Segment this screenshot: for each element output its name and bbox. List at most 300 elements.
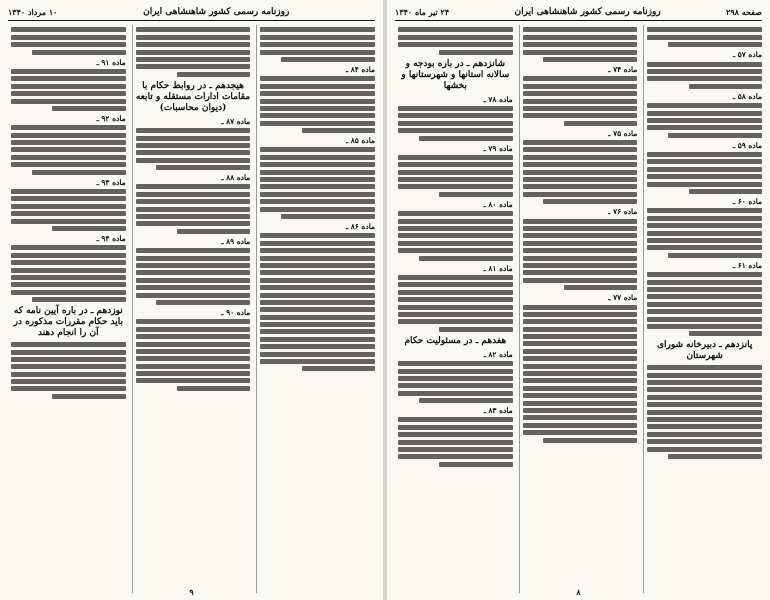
article-label: ماده ۵۷ ـ — [732, 50, 762, 60]
section-heading: نوزدهم ـ در باره آیین نامه که باید حکام مقررات مذکوره در آن را انجام دهند — [13, 306, 124, 339]
text-line — [11, 42, 126, 47]
text-line — [11, 282, 126, 287]
text-line — [11, 189, 126, 194]
text-line — [260, 307, 375, 312]
text-line — [668, 42, 762, 47]
article-label: ماده ۸۵ ـ — [345, 136, 375, 146]
text-line — [260, 322, 375, 327]
text-line — [260, 50, 375, 55]
text-line — [647, 410, 762, 415]
text-line — [136, 42, 251, 47]
text-line — [398, 162, 513, 167]
text-line — [523, 155, 638, 160]
text-line — [439, 192, 512, 197]
text-line — [398, 121, 513, 126]
text-line — [647, 152, 762, 157]
text-line — [523, 170, 638, 175]
column-1 — [643, 25, 762, 593]
page-footer-number: ۹ — [189, 587, 194, 597]
text-line — [136, 57, 251, 62]
text-line — [647, 294, 762, 299]
text-line — [398, 226, 513, 231]
text-line — [689, 189, 762, 194]
section-heading: هیجدهم ـ در روابط حکام با مقامات ادارات مستقله و تابعه (دیوان محاسبات) — [135, 80, 251, 113]
text-line — [398, 233, 513, 238]
text-line — [260, 42, 375, 47]
text-line — [11, 364, 126, 369]
text-line — [439, 327, 512, 332]
text-line — [647, 118, 762, 123]
text-line — [136, 184, 251, 189]
text-line — [523, 241, 638, 246]
text-line — [647, 62, 762, 67]
text-line — [647, 103, 762, 108]
text-line — [647, 182, 762, 187]
text-line — [136, 199, 251, 204]
text-line — [523, 393, 638, 398]
section-heading: شانزدهم ـ در باره بودجه و سالانه استانها و شهرستانها و بخشها — [401, 58, 510, 91]
text-line — [260, 359, 375, 364]
text-line — [689, 84, 762, 89]
text-line — [136, 371, 251, 376]
article-label: ماده ۷۶ ـ — [608, 207, 638, 217]
text-line — [136, 207, 251, 212]
text-line — [32, 170, 126, 175]
text-line — [136, 128, 251, 133]
columns — [8, 25, 375, 593]
text-line — [260, 344, 375, 349]
text-line — [523, 378, 638, 383]
text-line — [523, 233, 638, 238]
gazette-title: روزنامه رسمی کشور شاهنشاهی ایران — [143, 7, 290, 17]
text-line — [523, 371, 638, 376]
issue-date: ۱۰ مرداد ۱۳۴۰ — [8, 7, 58, 17]
column-2 — [132, 25, 251, 593]
text-line — [260, 248, 375, 253]
text-line — [398, 391, 513, 396]
text-line — [11, 147, 126, 152]
text-line — [260, 162, 375, 167]
page-number: صفحه ۲۹۸ — [726, 7, 762, 17]
text-line — [523, 147, 638, 152]
text-line — [260, 27, 375, 32]
text-line — [523, 423, 638, 428]
text-line — [52, 394, 125, 399]
article-label: ماده ۷۹ ـ — [483, 143, 513, 153]
article-label: ماده ۸۷ ـ — [221, 116, 251, 126]
text-line — [523, 401, 638, 406]
text-line — [647, 395, 762, 400]
text-line — [136, 270, 251, 275]
left-page — [0, 0, 383, 600]
page-gutter — [383, 0, 387, 600]
text-line — [398, 27, 513, 32]
text-line — [136, 327, 251, 332]
article-label: ماده ۹۳ ـ — [96, 177, 126, 187]
text-line — [647, 167, 762, 172]
text-line — [419, 256, 513, 261]
text-line — [136, 293, 251, 298]
gazette-title: روزنامه رسمی کشور شاهنشاهی ایران — [514, 7, 661, 17]
text-line — [398, 211, 513, 216]
text-line — [523, 256, 638, 261]
text-line — [523, 430, 638, 435]
text-line — [11, 245, 126, 250]
text-line — [136, 214, 251, 219]
text-line — [260, 337, 375, 342]
text-line — [136, 50, 251, 55]
text-line — [302, 366, 375, 371]
text-line — [32, 297, 126, 302]
text-line — [11, 253, 126, 258]
text-line — [136, 364, 251, 369]
text-line — [523, 162, 638, 167]
article-label: ماده ۷۵ ـ — [608, 128, 638, 138]
text-line — [523, 334, 638, 339]
text-line — [543, 438, 637, 443]
text-line — [523, 177, 638, 182]
text-line — [281, 57, 375, 62]
text-line — [523, 408, 638, 413]
text-line — [11, 84, 126, 89]
article-label: ماده ۸۳ ـ — [483, 406, 513, 416]
text-line — [647, 231, 762, 236]
text-line — [136, 278, 251, 283]
text-line — [11, 155, 126, 160]
text-line — [11, 268, 126, 273]
text-line — [398, 106, 513, 111]
article-label: ماده ۶۱ ـ — [732, 260, 762, 270]
text-line — [260, 270, 375, 275]
text-line — [523, 42, 638, 47]
text-line — [11, 196, 126, 201]
text-line — [398, 184, 513, 189]
text-line — [11, 204, 126, 209]
article-label: ماده ۵۹ ـ — [732, 140, 762, 150]
text-line — [398, 113, 513, 118]
text-line — [543, 57, 637, 62]
text-line — [523, 184, 638, 189]
text-line — [302, 128, 375, 133]
text-line — [689, 331, 762, 336]
text-line — [647, 387, 762, 392]
article-label: ماده ۹۱ ـ — [96, 57, 126, 67]
text-line — [260, 147, 375, 152]
article-label: ماده ۵۸ ـ — [732, 91, 762, 101]
article-label: ماده ۸۰ ـ — [483, 199, 513, 209]
text-line — [523, 91, 638, 96]
text-line — [647, 208, 762, 213]
text-line — [439, 50, 512, 55]
text-line — [260, 113, 375, 118]
text-line — [260, 263, 375, 268]
text-line — [647, 27, 762, 32]
article-label: ماده ۷۴ ـ — [608, 64, 638, 74]
text-line — [647, 69, 762, 74]
text-line — [439, 462, 512, 467]
text-line — [260, 293, 375, 298]
text-line — [136, 334, 251, 339]
text-line — [564, 285, 637, 290]
text-line — [260, 329, 375, 334]
column-1 — [256, 25, 375, 593]
text-line — [11, 91, 126, 96]
text-line — [11, 27, 126, 32]
text-line — [523, 99, 638, 104]
text-line — [647, 111, 762, 116]
text-line — [523, 226, 638, 231]
text-line — [136, 319, 251, 324]
text-line — [260, 199, 375, 204]
text-line — [398, 361, 513, 366]
text-line — [260, 177, 375, 182]
text-line — [260, 106, 375, 111]
text-line — [398, 447, 513, 452]
article-label: ماده ۸۲ ـ — [483, 349, 513, 359]
text-line — [11, 125, 126, 130]
text-line — [11, 379, 126, 384]
text-line — [647, 245, 762, 250]
text-line — [177, 72, 250, 77]
text-line — [668, 454, 762, 459]
text-line — [11, 211, 126, 216]
text-line — [523, 248, 638, 253]
text-line — [11, 357, 126, 362]
page-header — [395, 6, 762, 21]
text-line — [523, 106, 638, 111]
text-line — [398, 170, 513, 175]
column-3 — [8, 25, 126, 593]
text-line — [11, 162, 126, 167]
text-line — [523, 263, 638, 268]
text-line — [11, 219, 126, 224]
text-line — [398, 275, 513, 280]
text-line — [136, 248, 251, 253]
text-line — [52, 226, 125, 231]
text-line — [398, 305, 513, 310]
text-line — [398, 376, 513, 381]
text-line — [647, 317, 762, 322]
text-line — [523, 50, 638, 55]
text-line — [260, 170, 375, 175]
text-line — [136, 342, 251, 347]
issue-date: ۲۴ تیر ماه ۱۳۴۰ — [395, 7, 450, 17]
text-line — [647, 373, 762, 378]
text-line — [260, 35, 375, 40]
text-line — [398, 177, 513, 182]
text-line — [136, 64, 251, 69]
text-line — [647, 280, 762, 285]
text-line — [647, 402, 762, 407]
text-line — [260, 241, 375, 246]
text-line — [523, 356, 638, 361]
text-line — [136, 192, 251, 197]
text-line — [647, 447, 762, 452]
text-line — [260, 256, 375, 261]
text-line — [398, 155, 513, 160]
text-line — [136, 150, 251, 155]
text-line — [523, 327, 638, 332]
text-line — [523, 76, 638, 81]
text-line — [260, 315, 375, 320]
text-line — [136, 143, 251, 148]
article-label: ماده ۸۸ ـ — [221, 173, 251, 183]
text-line — [647, 417, 762, 422]
text-line — [260, 84, 375, 89]
text-line — [136, 263, 251, 268]
text-line — [260, 207, 375, 212]
page-header — [8, 6, 375, 21]
text-line — [419, 398, 513, 403]
text-line — [260, 91, 375, 96]
article-label: ماده ۷۷ ـ — [608, 293, 638, 303]
text-line — [11, 386, 126, 391]
text-line — [11, 35, 126, 40]
text-line — [523, 349, 638, 354]
text-line — [523, 312, 638, 317]
text-line — [523, 140, 638, 145]
text-line — [647, 174, 762, 179]
article-label: ماده ۸۱ ـ — [483, 263, 513, 273]
text-line — [564, 121, 637, 126]
text-line — [647, 159, 762, 164]
article-label: ماده ۹۴ ـ — [96, 233, 126, 243]
text-line — [647, 439, 762, 444]
text-line — [136, 356, 251, 361]
text-line — [523, 278, 638, 283]
column-2 — [519, 25, 638, 593]
text-line — [260, 76, 375, 81]
page-footer-number: ۸ — [576, 587, 581, 597]
text-line — [11, 133, 126, 138]
text-line — [647, 309, 762, 314]
text-line — [647, 125, 762, 130]
article-label: ماده ۸۴ ـ — [345, 64, 375, 74]
text-line — [11, 76, 126, 81]
text-line — [523, 319, 638, 324]
text-line — [523, 364, 638, 369]
text-line — [398, 417, 513, 422]
text-line — [398, 425, 513, 430]
article-label: ماده ۸۶ ـ — [345, 221, 375, 231]
text-line — [398, 42, 513, 47]
text-line — [11, 275, 126, 280]
text-line — [398, 297, 513, 302]
right-page — [387, 0, 770, 600]
text-line — [136, 158, 251, 163]
text-line — [11, 372, 126, 377]
text-line — [523, 192, 638, 197]
text-line — [260, 121, 375, 126]
text-line — [398, 35, 513, 40]
text-line — [668, 133, 762, 138]
text-line — [419, 136, 513, 141]
text-line — [11, 342, 126, 347]
text-line — [398, 128, 513, 133]
text-line — [398, 432, 513, 437]
text-line — [136, 35, 251, 40]
text-line — [523, 305, 638, 310]
text-line — [177, 229, 250, 234]
text-line — [398, 248, 513, 253]
text-line — [260, 300, 375, 305]
text-line — [136, 285, 251, 290]
text-line — [523, 113, 638, 118]
text-line — [260, 233, 375, 238]
text-line — [523, 27, 638, 32]
text-line — [398, 312, 513, 317]
text-line — [523, 219, 638, 224]
text-line — [398, 290, 513, 295]
text-line — [543, 199, 637, 204]
text-line — [398, 282, 513, 287]
text-line — [281, 214, 375, 219]
text-line — [136, 256, 251, 261]
article-label: ماده ۹۲ ـ — [96, 113, 126, 123]
text-line — [398, 369, 513, 374]
text-line — [260, 184, 375, 189]
article-label: ماده ۷۸ ـ — [483, 94, 513, 104]
article-label: ماده ۸۹ ـ — [221, 236, 251, 246]
text-line — [523, 341, 638, 346]
text-line — [260, 285, 375, 290]
text-line — [260, 278, 375, 283]
text-line — [32, 50, 126, 55]
text-line — [398, 440, 513, 445]
text-line — [523, 84, 638, 89]
text-line — [647, 287, 762, 292]
text-line — [260, 99, 375, 104]
text-line — [398, 454, 513, 459]
text-line — [647, 223, 762, 228]
text-line — [52, 106, 125, 111]
text-line — [398, 383, 513, 388]
text-line — [136, 349, 251, 354]
text-line — [11, 140, 126, 145]
text-line — [523, 35, 638, 40]
text-line — [260, 192, 375, 197]
column-3 — [395, 25, 513, 593]
text-line — [136, 378, 251, 383]
section-heading: هفدهم ـ در مسئولیت حکام — [404, 335, 507, 346]
text-line — [523, 386, 638, 391]
text-line — [523, 270, 638, 275]
text-line — [647, 302, 762, 307]
text-line — [177, 386, 250, 391]
text-line — [11, 350, 126, 355]
text-line — [136, 221, 251, 226]
text-line — [136, 136, 251, 141]
article-label: ماده ۹۰ ـ — [221, 307, 251, 317]
text-line — [136, 27, 251, 32]
text-line — [647, 238, 762, 243]
text-line — [260, 155, 375, 160]
text-line — [11, 290, 126, 295]
columns — [395, 25, 762, 593]
text-line — [647, 272, 762, 277]
text-line — [647, 324, 762, 329]
text-line — [260, 352, 375, 357]
text-line — [668, 253, 762, 258]
text-line — [523, 415, 638, 420]
text-line — [647, 216, 762, 221]
text-line — [647, 35, 762, 40]
text-line — [11, 99, 126, 104]
text-line — [398, 219, 513, 224]
text-line — [647, 380, 762, 385]
text-line — [647, 365, 762, 370]
text-line — [647, 424, 762, 429]
